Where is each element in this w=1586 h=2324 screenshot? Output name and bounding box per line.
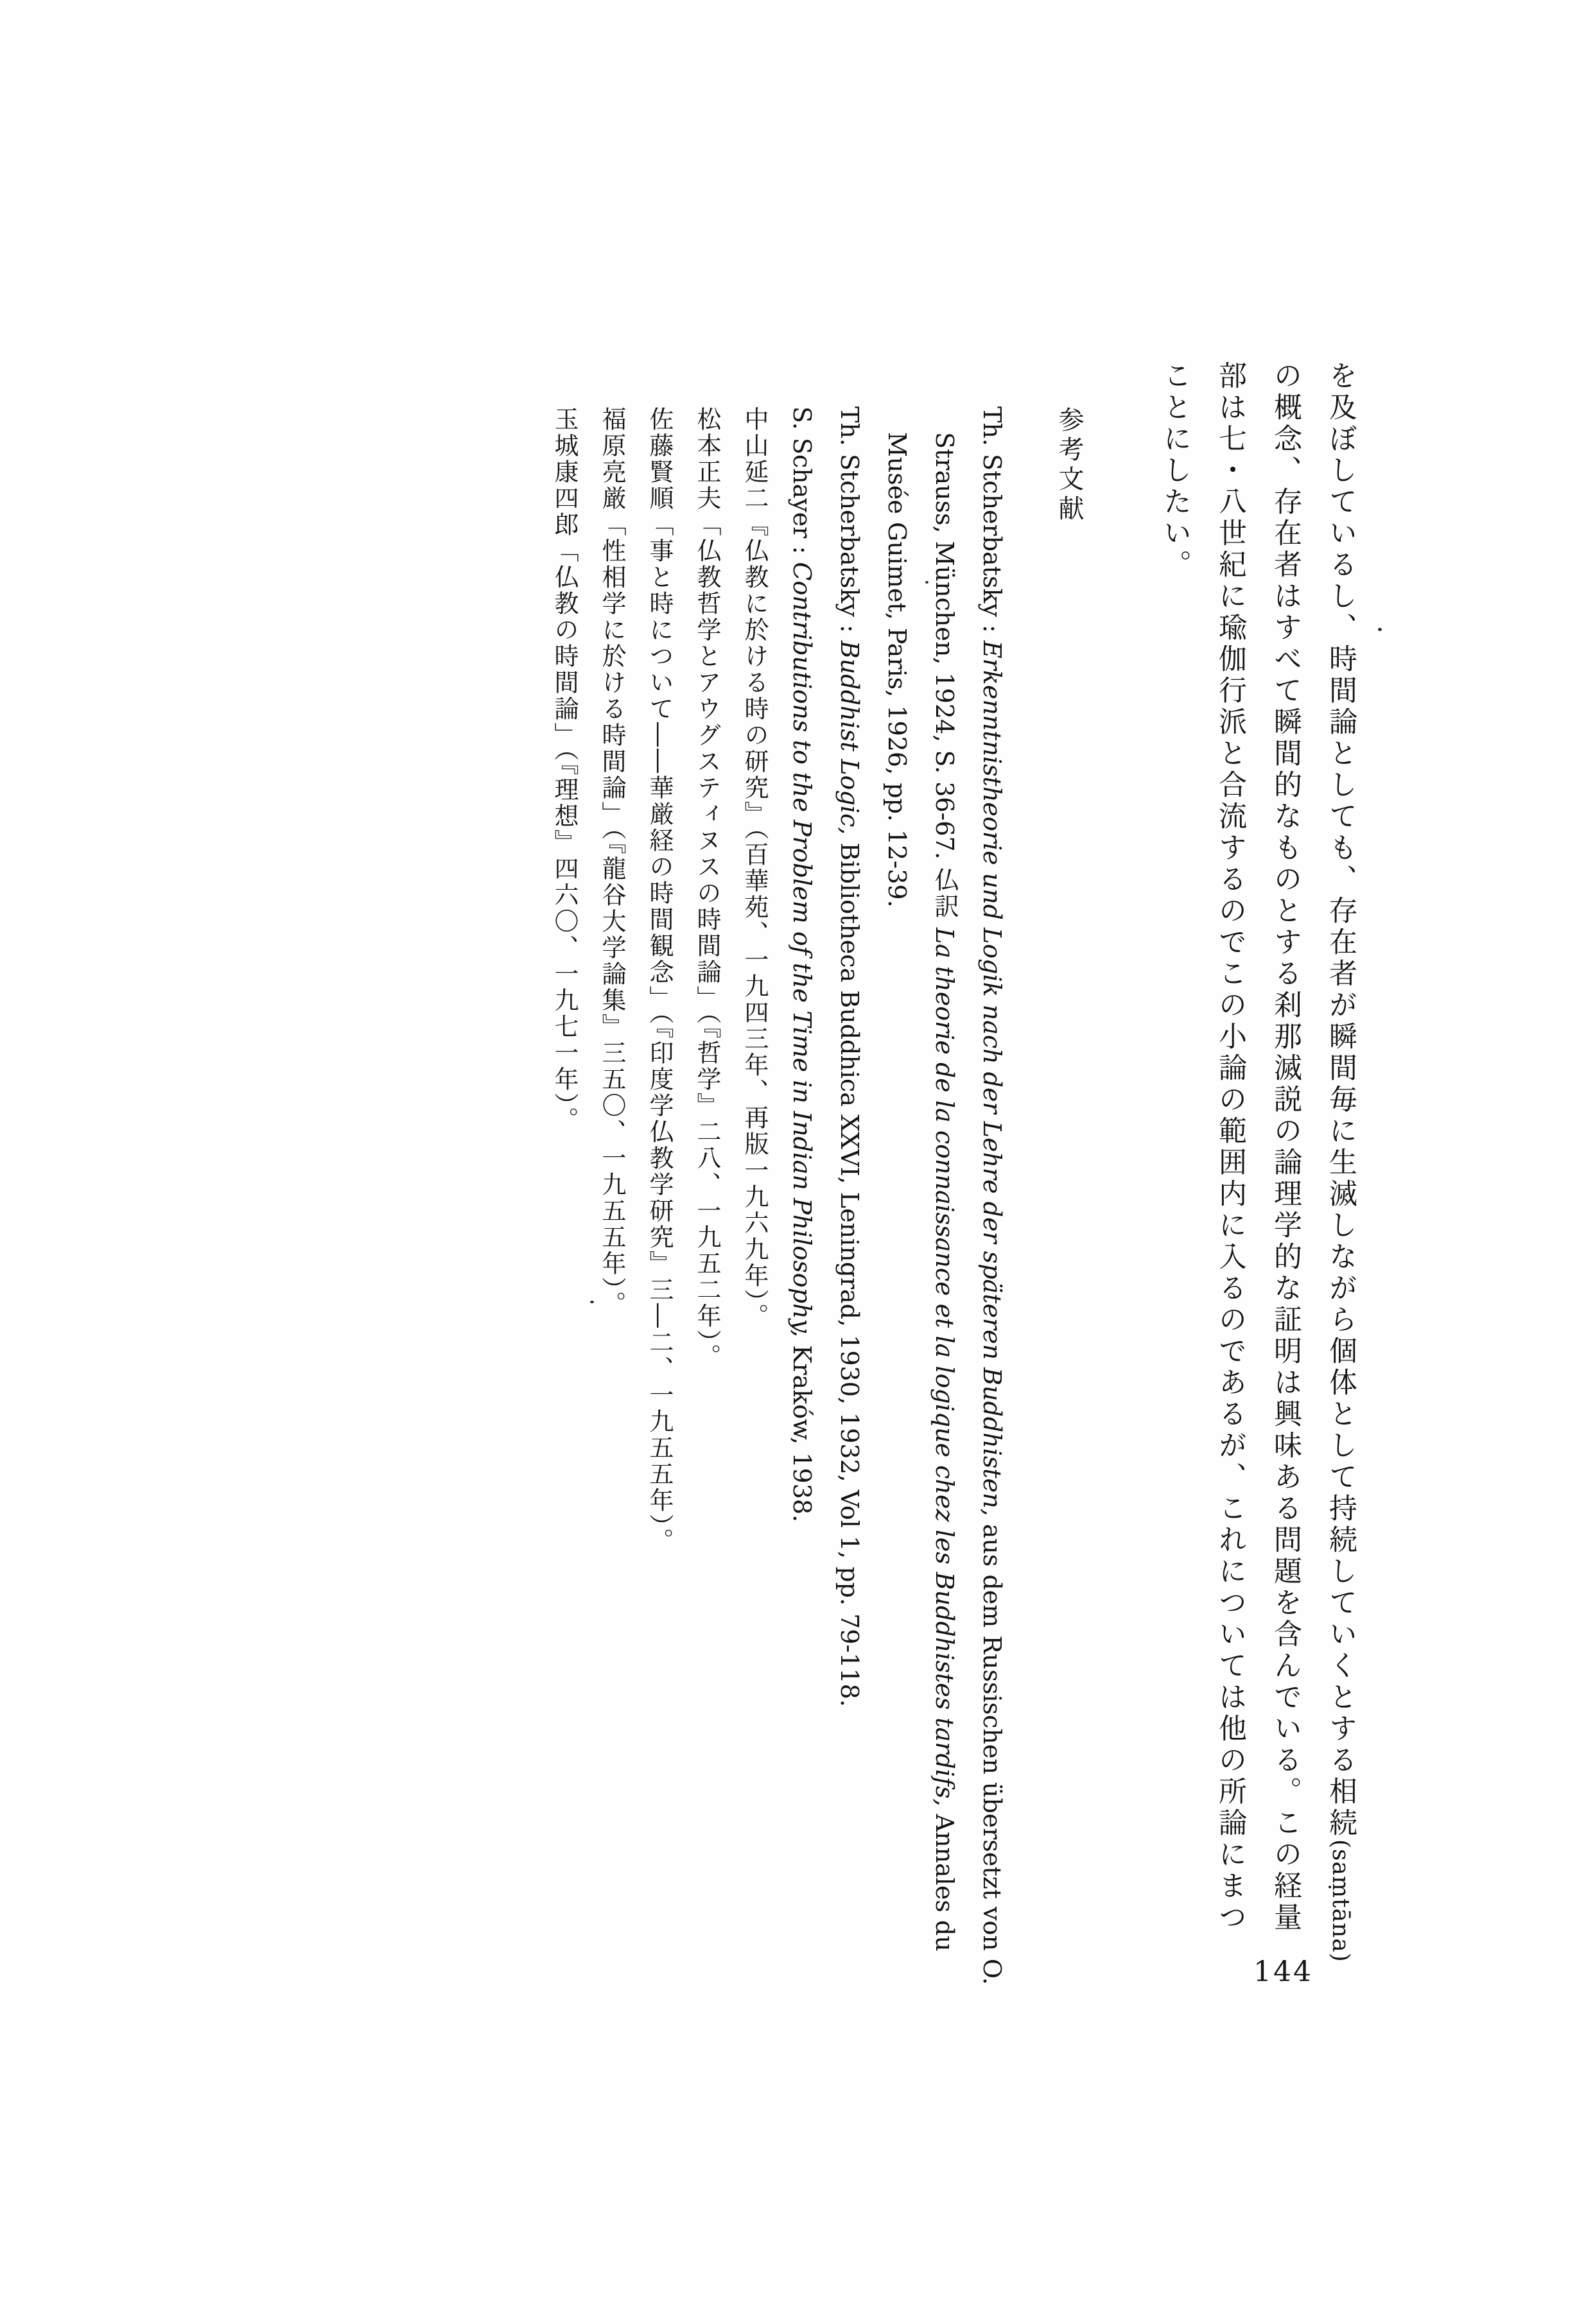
text-segment: Musée Guimet, Paris, 1926, pp. 12-39. [883, 432, 911, 908]
reference-entry-line [541, 406, 588, 1902]
scan-speck [590, 1301, 594, 1303]
scan-speck [1378, 628, 1382, 631]
main-text-line [1257, 361, 1312, 1934]
text-segment: 松本正夫「仏教哲学とアウグスティヌスの時間論」（『哲学』二八、一九五二年）。 [693, 406, 721, 1370]
main-text-block [1147, 361, 1368, 1963]
main-text-line [1147, 361, 1202, 1934]
text-segment: 玉城康四郎「仏教の時間論」（『理想』四六〇、一九七一年）。 [550, 406, 579, 1133]
references-block [541, 406, 1095, 1985]
text-segment: Bibliotheca Buddhica XXVI, Leningrad, 1930, 1932, Vol 1, pp. 79-118. [835, 835, 864, 1707]
text-segment: 佐藤賢順「事と時について――華厳経の時間観念」（『印度学仏教学研究』三―二、一九五五年）。 [645, 406, 674, 1554]
text-segment: 中山延二『仏教に於ける時の研究』（百華苑、一九四三年、再版一九六九年）。 [740, 406, 769, 1330]
reference-entry-line [683, 406, 731, 1902]
reference-entry-line [588, 406, 636, 1902]
text-segment: Th. Stcherbatsky : [835, 406, 864, 641]
references-heading: 参考文献 [1054, 406, 1084, 525]
reference-entry-line [731, 406, 778, 1902]
latin-text-segment: La theorie de la connaissance et la logique chez les Buddhistes tardifs, [930, 928, 959, 1807]
page-number: 144 [1253, 1955, 1313, 1988]
latin-text-segment: Contributions to the Problem of the Time in Indian Philosophy, [788, 562, 816, 1337]
text-segment: Th. Stcherbatsky : [978, 406, 1006, 641]
reference-entry-line [778, 406, 826, 1902]
text-segment: ことにしたい。 [1158, 361, 1191, 581]
reference-entry-line [968, 406, 1016, 1985]
latin-text-segment: Buddhist Logic, [835, 640, 864, 835]
main-text-line [1312, 361, 1368, 1963]
text-segment: Kraków, 1938. [788, 1337, 816, 1523]
reference-entry-line [636, 406, 683, 1902]
main-text-line [1202, 361, 1257, 1934]
text-segment: aus dem Russischen übersetzt von O. [978, 1516, 1006, 1985]
text-segment: S. Schayer : [788, 406, 816, 562]
text-segment [930, 920, 959, 928]
reference-entry-line [921, 406, 968, 1952]
text-segment: 部は七・八世紀に瑜伽行派と合流するのでこの小論の範囲内に入るのであるが、これについては他の所論にまつ [1214, 361, 1246, 1934]
text-segment: の概念、存在者はすべて瞬間的なものとする刹那滅説の論理学的な証明は興味ある問題を含んでいる。この経量 [1269, 361, 1302, 1934]
reference-entry-line [826, 406, 873, 1902]
text-segment: を及ぼしているし、時間論としても、存在者が瞬間毎に生滅しながら個体として持続していくとする相続 [1324, 361, 1357, 1839]
latin-text-segment: (saṃtāna) [1327, 1839, 1354, 1963]
text-segment: 福原亮厳「性相学に於ける時間論」（『龍谷大学論集』三五〇、一九五五年）。 [598, 406, 626, 1317]
reference-entry-line [873, 406, 921, 1902]
scan-speck [925, 581, 928, 584]
text-segment: 仏訳 [930, 867, 959, 920]
latin-text-segment: Erkenntnistheorie und Logik nach der Lehre der späteren Buddhisten, [978, 640, 1006, 1516]
text-segment: Strauss, München, 1924, S. 36-67. [930, 432, 959, 867]
text-segment: Annales du [930, 1806, 959, 1952]
